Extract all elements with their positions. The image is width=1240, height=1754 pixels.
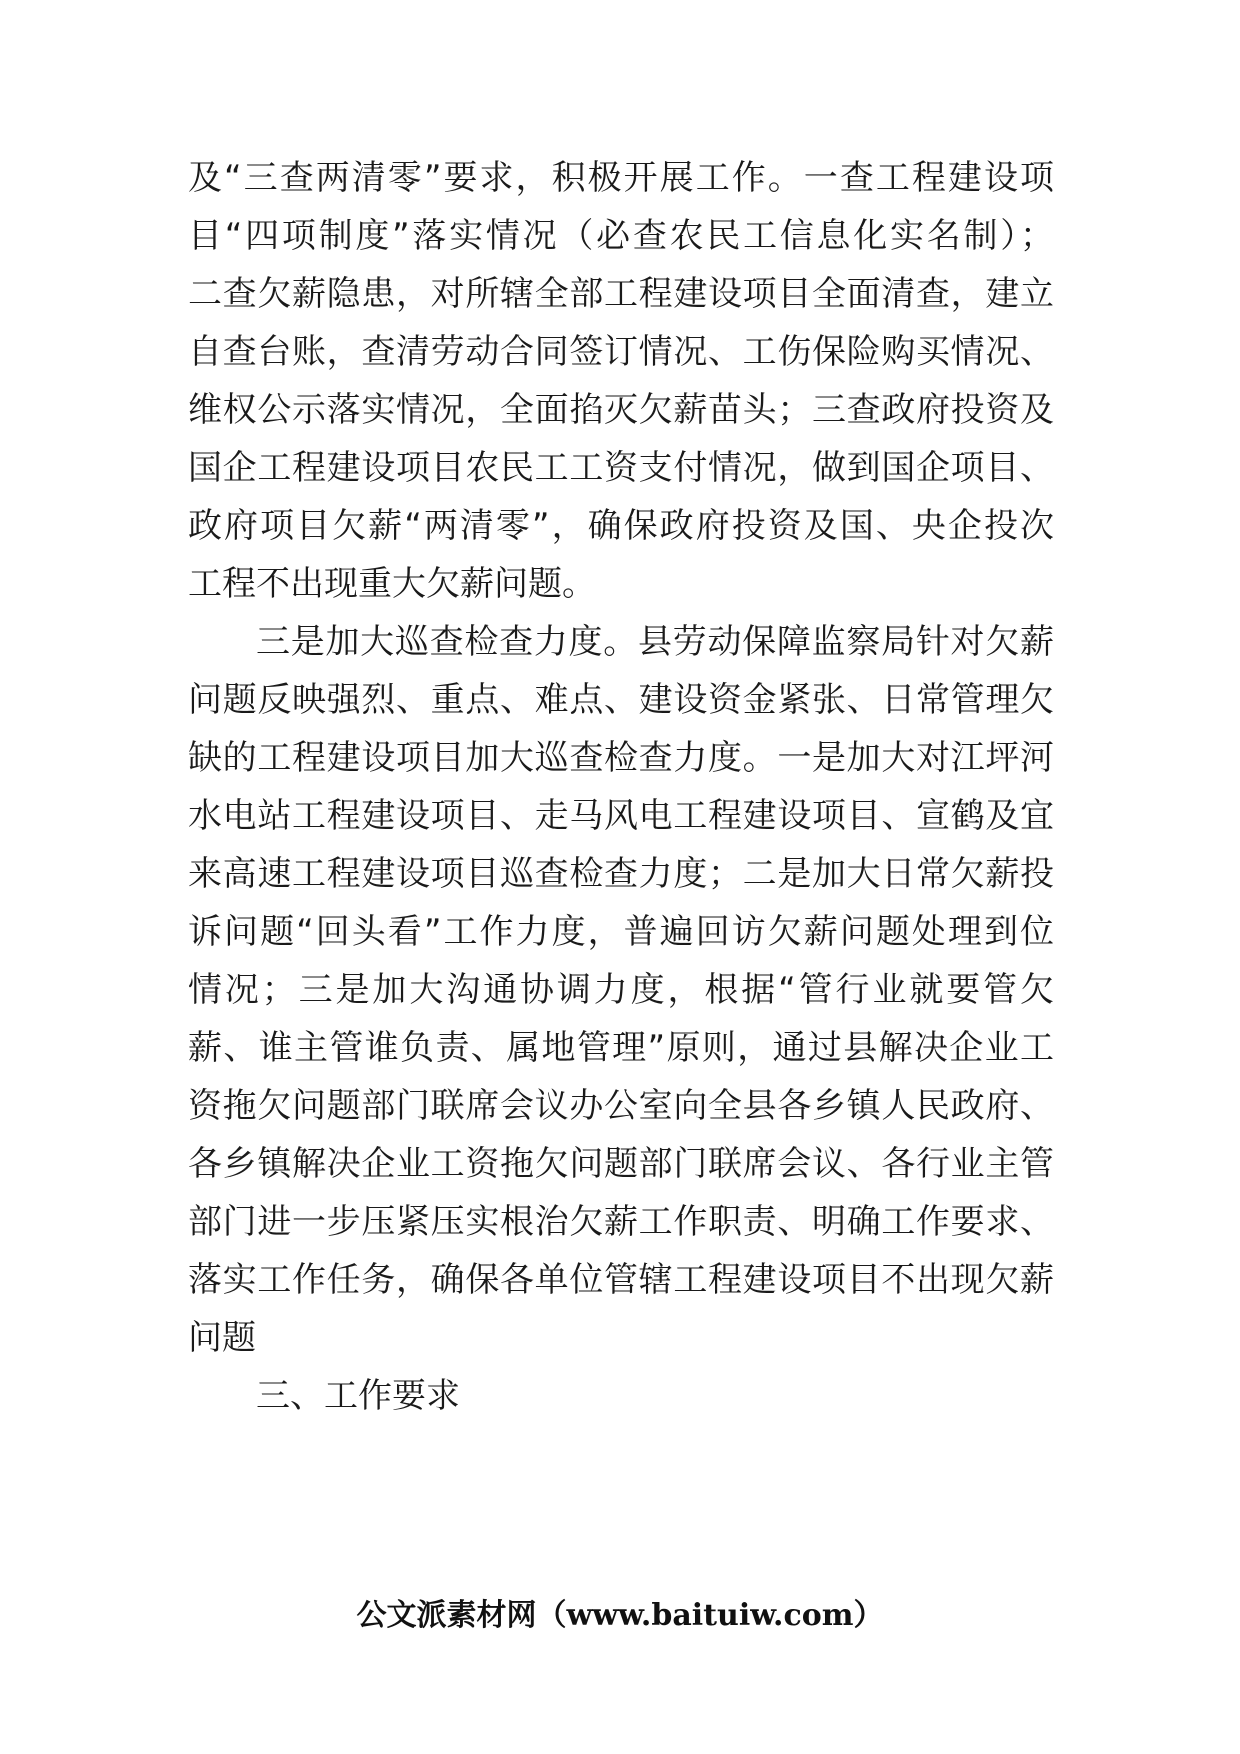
text-line: 自查台账，查清劳动合同签订情况、工伤保险购买情况、: [188, 332, 1054, 372]
text-line: 水电站工程建设项目、走马风电工程建设项目、宣鹤及宜: [188, 796, 1054, 836]
text-line: 问题: [188, 1318, 256, 1358]
text-line: 及“三查两清零”要求，积极开展工作。一查工程建设项: [188, 158, 1054, 198]
text-line: 部门进一步压紧压实根治欠薪工作职责、明确工作要求、: [188, 1202, 1054, 1242]
text-line: 资拖欠问题部门联席会议办公室向全县各乡镇人民政府、: [188, 1086, 1054, 1126]
text-line: 各乡镇解决企业工资拖欠问题部门联席会议、各行业主管: [188, 1144, 1054, 1184]
text-line: 诉问题“回头看”工作力度，普遍回访欠薪问题处理到位: [188, 912, 1054, 952]
text-line: 落实工作任务，确保各单位管辖工程建设项目不出现欠薪: [188, 1260, 1054, 1300]
text-line: 缺的工程建设项目加大巡查检查力度。一是加大对江坪河: [188, 738, 1054, 778]
text-line: 情况；三是加大沟通协调力度，根据“管行业就要管欠: [188, 970, 1054, 1010]
footer-watermark: 公文派素材网（www.baituiw.com）: [356, 1598, 884, 1633]
text-line: 工程不出现重大欠薪问题。: [188, 564, 596, 604]
text-line: 政府项目欠薪“两清零”，确保政府投资及国、央企投次: [188, 506, 1054, 546]
text-line: 来高速工程建设项目巡查检查力度；二是加大日常欠薪投: [188, 854, 1054, 894]
text-line: 国企工程建设项目农民工工资支付情况，做到国企项目、: [188, 448, 1054, 488]
text-line: 三是加大巡查检查力度。县劳动保障监察局针对欠薪: [256, 622, 1054, 662]
text-line: 二查欠薪隐患，对所辖全部工程建设项目全面清查，建立: [188, 274, 1054, 314]
text-line: 薪、谁主管谁负责、属地管理”原则，通过县解决企业工: [188, 1028, 1054, 1068]
text-line: 问题反映强烈、重点、难点、建设资金紧张、日常管理欠: [188, 680, 1054, 720]
text-line: 维权公示落实情况，全面掐灭欠薪苗头；三查政府投资及: [188, 390, 1054, 430]
text-line: 目“四项制度”落实情况（必查农民工信息化实名制）；: [188, 216, 1054, 256]
section-heading: 三、工作要求: [256, 1376, 460, 1416]
